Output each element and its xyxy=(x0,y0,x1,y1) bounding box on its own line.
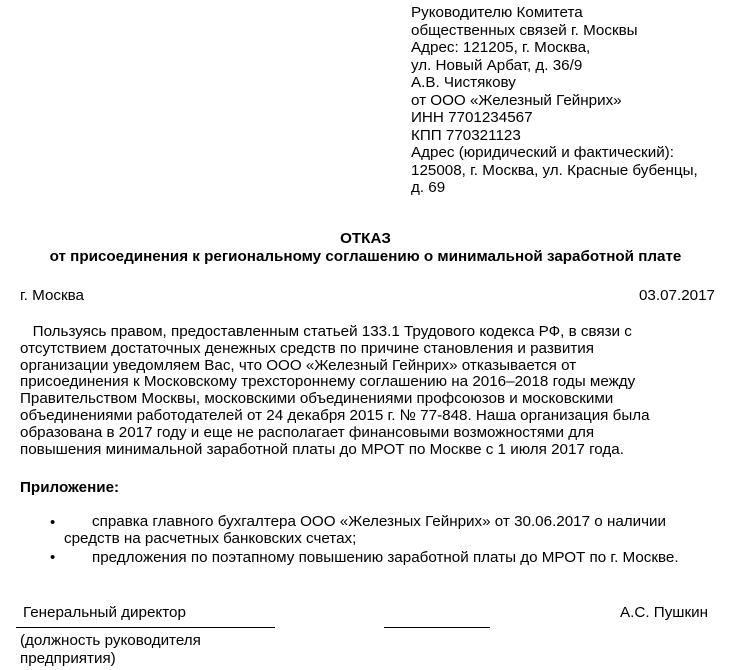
body-line: отсутствием достаточных денежных средств по причине становления и развития xyxy=(20,339,595,357)
signature-line xyxy=(384,627,490,628)
appendix-item-line: справка главного бухгалтера ООО «Железных Гейнрих» от 30.06.2017 о наличии xyxy=(92,513,667,530)
appendix-title: Приложение: xyxy=(20,479,120,496)
bullet-icon: • xyxy=(50,549,56,566)
recipient-line: ул. Новый Арбат, д. 36/9 xyxy=(411,56,583,74)
bullet-icon: • xyxy=(50,514,56,531)
recipient-line: общественных связей г. Москвы xyxy=(411,21,638,39)
recipient-line: КПП 770321123 xyxy=(411,126,521,144)
body-line: повышения минимальной заработной платы до МРОТ по Москве с 1 июля 2017 года. xyxy=(20,440,624,458)
body-text xyxy=(20,324,650,458)
body-line: организации уведомляем Вас, что ООО «Железный Гейнрих» отказывается от xyxy=(20,356,577,374)
appendix-item xyxy=(64,513,667,548)
recipient-line: 125008, г. Москва, ул. Красные бубенцы, xyxy=(411,161,698,179)
document-title: ОТКАЗ xyxy=(340,230,391,247)
recipient-block xyxy=(411,4,698,197)
position-signature-line xyxy=(16,627,275,628)
signature-note-line: предприятия) xyxy=(20,650,116,667)
recipient-line: д. 69 xyxy=(411,179,446,196)
document-date: 03.07.2017 xyxy=(638,287,715,304)
body-line: образована в 2017 году и еще не располагает финансовыми возможностями для xyxy=(20,423,595,441)
signature-note-line: (должность руководителя xyxy=(20,632,201,649)
recipient-line: от ООО «Железный Гейнрих» xyxy=(411,91,622,109)
recipient-line: ИНН 7701234567 xyxy=(411,109,533,126)
body-line: присоединения к Московскому трехстороннему соглашению на 2016–2018 годы между xyxy=(20,373,636,391)
recipient-line: Руководителю Комитета xyxy=(411,4,583,21)
recipient-line: Адрес: 121205, г. Москва, xyxy=(411,39,591,56)
recipient-line: А.В. Чистякову xyxy=(411,74,516,91)
body-line: объединениями работодателей от 24 декабря 2015 г. № 77-848. Наша организация была xyxy=(20,406,650,424)
signature-note xyxy=(20,632,201,668)
body-line: Правительством Москвы, московскими объединениями профсоюзов и московскими xyxy=(20,390,614,408)
appendix-item-line: средств на расчетных банковских счетах; xyxy=(64,529,357,547)
signer-position: Генеральный директор xyxy=(23,604,186,621)
document-subtitle: от присоединения к региональному соглашению о минимальной заработной плате xyxy=(49,248,682,265)
body-line: Пользуясь правом, предоставленным статьей 133.1 Трудового кодекса РФ, в связи с xyxy=(20,323,632,340)
recipient-line: Адрес (юридический и фактический): xyxy=(411,144,674,161)
place: г. Москва xyxy=(20,287,84,304)
appendix-item: предложения по поэтапному повышению заработной платы до МРОТ по г. Москве. xyxy=(92,549,679,566)
signer-name: А.С. Пушкин xyxy=(620,604,708,621)
